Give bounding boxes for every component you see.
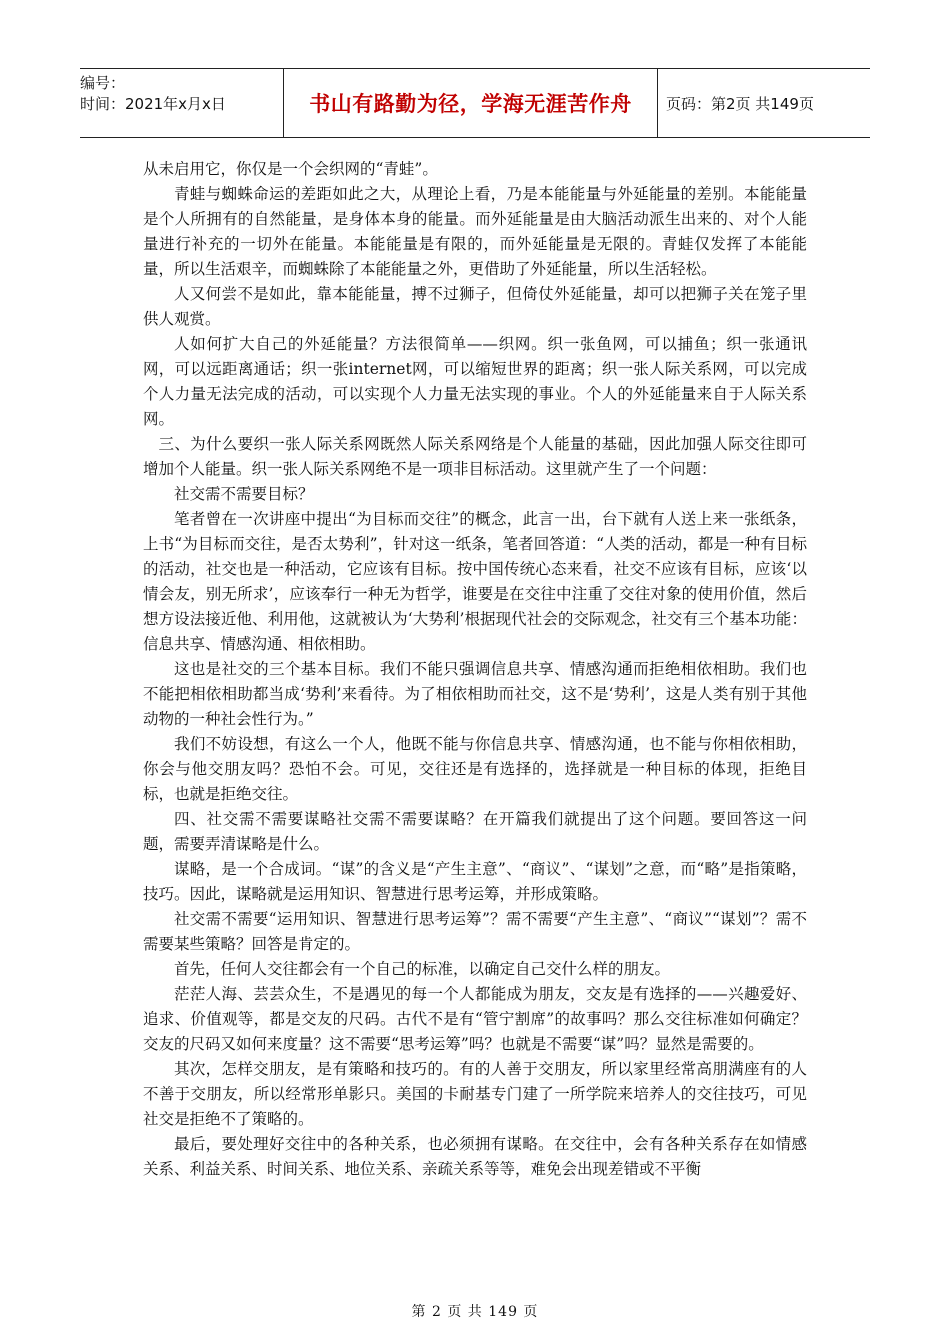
paragraph: 我们不妨设想，有这么一个人，他既不能与你信息共享、情感沟通，也不能与你相依相助，你会与他交朋友吗？恐怕不会。可见，交往还是有选择的，选择就是一种目标的体现，拒绝目标，也就是拒绝交往。 <box>143 735 807 803</box>
section-heading-paragraph: 四、社交需不需要谋略社交需不需要谋略？在开篇我们就提出了这个问题。要回答这一问题，需要弄清谋略是什么。 <box>143 810 807 853</box>
paragraph: 社交需不需要目标？ <box>174 485 314 503</box>
header-page-cell <box>658 69 870 137</box>
header-meta <box>80 69 284 137</box>
section-heading-paragraph: 三、为什么要织一张人际关系网既然人际关系网络是个人能量的基础，因此加强人际交往即可增加个人能量。织一张人际关系网绝不是一项非目标活动。这里就产生了一个问题： <box>143 435 807 478</box>
page-footer <box>0 1301 950 1321</box>
document-number-label: 编号： <box>80 74 126 92</box>
paragraph: 这也是社交的三个基本目标。我们不能只强调信息共享、情感沟通而拒绝相依相助。我们也不能把相依相助都当成‘势利’来看待。为了相依相助而社交，这不是‘势利’，这是人类有别于其他动物的一种社会性行为。” <box>143 660 807 728</box>
paragraph: 最后，要处理好交往中的各种关系，也必须拥有谋略。在交往中，会有各种关系存在如情感关系、利益关系、时间关系、地位关系、亲疏关系等等，难免会出现差错或不平衡 <box>143 1135 807 1178</box>
paragraph: 谋略，是一个合成词。“谋”的含义是“产生主意”、“商议”、“谋划”之意，而“略”是指策略，技巧。因此，谋略就是运用知识、智慧进行思考运筹，并形成策略。 <box>143 860 807 903</box>
paragraph: 从未启用它，你仅是一个会织网的“青蛙”。 <box>143 160 438 178</box>
footer-page-number: 第 2 页 共 149 页 <box>411 1304 539 1320</box>
paragraph: 其次，怎样交朋友，是有策略和技巧的。有的人善于交朋友，所以家里经常高朋满座有的人不善于交朋友，所以经常形单影只。美国的卡耐基专门建了一所学院来培养人的交往技巧，可见社交是拒绝不了策略的。 <box>143 1060 807 1128</box>
paragraph: 青蛙与蜘蛛命运的差距如此之大，从理论上看，乃是本能能量与外延能量的差别。本能能量是个人所拥有的自然能量，是身体本身的能量。而外延能量是由大脑活动派生出来的、对个人能量进行补充的一切外在能量。本能能量是有限的，而外延能量是无限的。青蛙仅发挥了本能能量，所以生活艰辛，而蜘蛛除了本能能量之外，更借助了外延能量，所以生活轻松。 <box>143 185 807 278</box>
paragraph: 人又何尝不是如此，靠本能能量，搏不过狮子，但倚仗外延能量，却可以把狮子关在笼子里供人观赏。 <box>143 285 807 328</box>
paragraph: 笔者曾在一次讲座中提出“为目标而交往”的概念，此言一出，台下就有人送上来一张纸条，上书“为目标而交往，是否太势利”，针对这一纸条，笔者回答道：“人类的活动，都是一种有目标的活动，社交也是一种活动，它应该有目标。按中国传统心态来看，社交不应该有目标，应该‘以情会友，别无所求’，应该奉行一种无为哲学，谁要是在交往中注重了交往对象的使用价值，然后想方设法接近他、利用他，这就被认为‘大势利’根据现代社会的交际观念，社交有三个基本功能：信息共享、情感沟通、相依相助。 <box>143 510 807 653</box>
header-motto: 书山有路勤为径，学海无涯苦作舟 <box>309 92 632 116</box>
page-header <box>80 68 870 138</box>
document-date: 时间：2021年x月x日 <box>80 95 226 113</box>
paragraph: 人如何扩大自己的外延能量？方法很简单——织网。织一张鱼网，可以捕鱼；织一张通讯网，可以远距离通话；织一张internet网，可以缩短世界的距离；织一张人际关系网，可以完成个人力量无法完成的活动，可以实现个人力量无法实现的事业。个人的外延能量来自于人际关系网。 <box>143 335 807 428</box>
paragraph: 首先，任何人交往都会有一个自己的标准，以确定自己交什么样的朋友。 <box>174 960 671 978</box>
header-page-info: 页码：第2页 共149页 <box>666 94 814 113</box>
header-motto-cell <box>284 69 658 137</box>
paragraph: 茫茫人海、芸芸众生，不是遇见的每一个人都能成为朋友，交友是有选择的——兴趣爱好、追求、价值观等，都是交友的尺码。古代不是有“管宁割席”的故事吗？那么交往标准如何确定？交友的尺码又如何来度量？这不需要“思考运筹”吗？也就是不需要“谋”吗？显然是需要的。 <box>143 985 807 1053</box>
paragraph: 社交需不需要“运用知识、智慧进行思考运筹”？需不需要“产生主意”、“商议”“谋划”？需不需要某些策略？回答是肯定的。 <box>143 910 807 953</box>
document-body <box>143 157 807 1182</box>
